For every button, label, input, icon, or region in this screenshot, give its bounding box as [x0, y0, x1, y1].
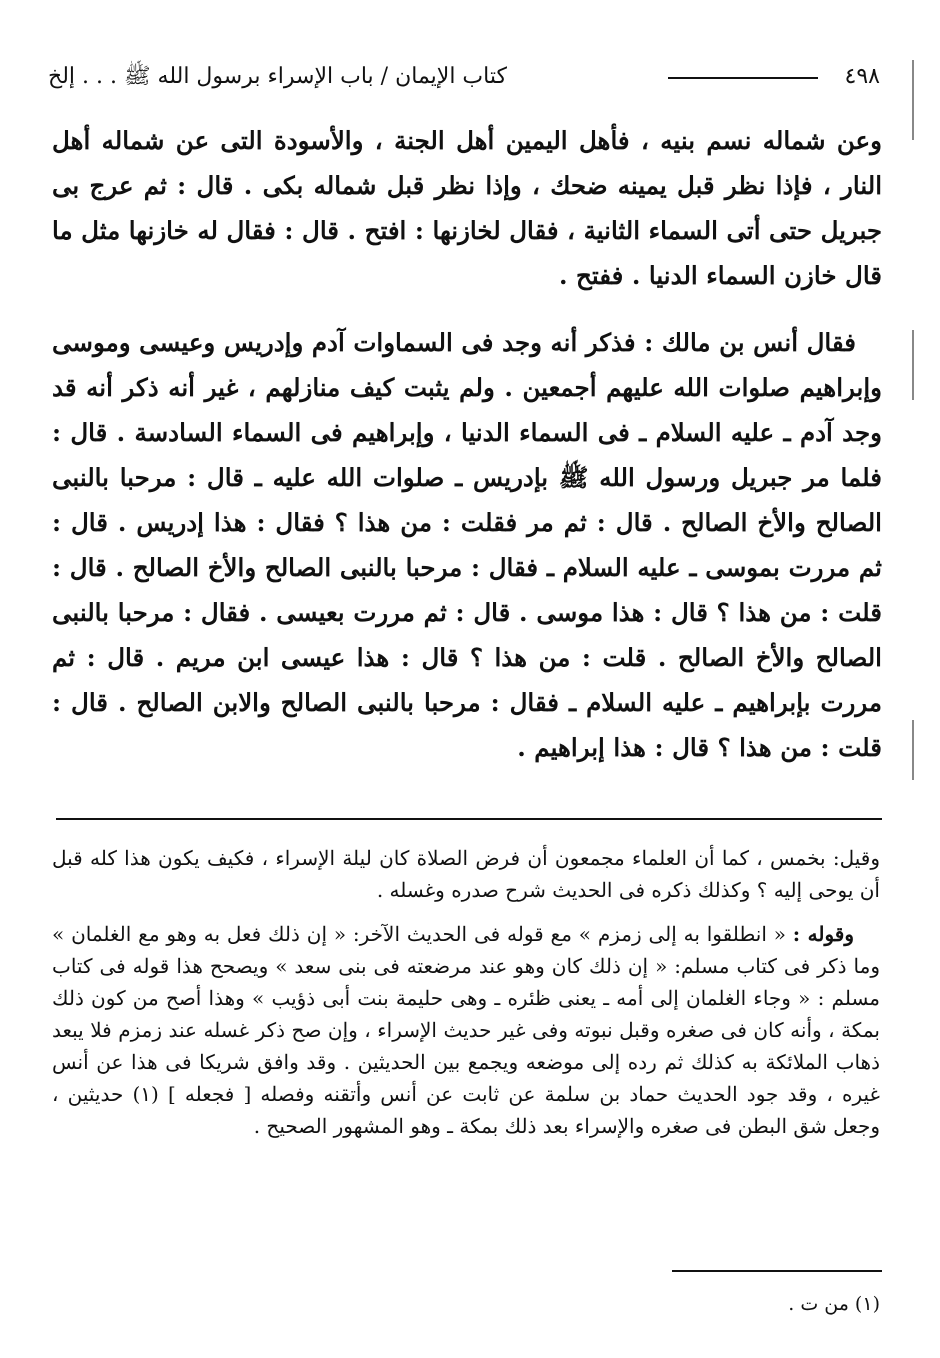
commentary-text: [52, 842, 880, 1142]
header-rule: [668, 77, 818, 79]
gutter-mark: [912, 720, 914, 780]
footnote-rule: [672, 1270, 882, 1272]
commentary-paragraph-1: وقيل: بخمس ، كما أن العلماء مجمعون أن فرض الصلاة كان ليلة الإسراء ، فكيف يكون هذا كله قبل أن يوحى إليه ؟ وكذلك ذكره فى الحديث شرح صدره وغسله .: [52, 846, 880, 902]
commentary-body: « انطلقوا به إلى زمزم » مع قوله فى الحديث الآخر: « إن ذلك فعل به وهو مع الغلمان » وما ذكر فى كتاب مسلم: « إن ذلك كان وهو عند مرضعته فى بنى سعد » ويصحح هذا قوله فى كتاب مسلم : « وجاء الغلمان إلى أمه ـ يعنى ظئره ـ وهى حليمة بنت أبى ذؤيب » وهذا أصح من كون ذلك بمكة ، وأنه كان فى صغره وقبل نبوته وفى غير حديث الإسراء ، وإن صح ذكر غسله عند زمزم فلا يبعد ذهاب الملائكة به كذلك ثم رده إلى موضعه ويجمع بين الحديثين . وقد وافق شريكا فى هذا عن أنس غيره ، وقد جود الحديث حماد بن سلمة عن ثابت عن أنس وأتقنه وفصله [ فجعله ] (١) حديثين ، وجعل شق البطن فى صغره والإسراء بعد ذلك بمكة ـ وهو المشهور الصحيح .: [52, 922, 880, 1138]
page-number: ٤٩٨: [844, 64, 880, 89]
gutter-mark: [912, 60, 914, 140]
hadith-paragraph-2: فقال أنس بن مالك : فذكر أنه وجد فى السماوات آدم وإدريس وعيسى وموسى وإبراهيم صلوات الله عليهم أجمعين . ولم يثبت كيف منازلهم ، غير أنه ذكر أنه قد وجد آدم ـ عليه السلام ـ فى السماء الدنيا ، وإبراهيم فى السماء السادسة . قال : فلما مر جبريل ورسول الله ﷺ بإدريس ـ صلوات الله عليه ـ قال : مرحبا بالنبى الصالح والأخ الصالح . قال : ثم مر فقلت : من هذا ؟ فقال : هذا إدريس . قال : ثم مررت بموسى ـ عليه السلام ـ فقال : مرحبا بالنبى الصالح والأخ الصالح . قال : قلت : من هذا ؟ قال : هذا موسى . قال : ثم مررت بعيسى . فقال : مرحبا بالنبى الصالح والأخ الصالح . قلت : من هذا ؟ قال : هذا عيسى ابن مريم . قال : ثم مررت بإبراهيم ـ عليه السلام ـ فقال : مرحبا بالنبى الصالح والابن الصالح . قال : قلت : من هذا ؟ قال : هذا إبراهيم .: [52, 328, 882, 762]
gutter-mark: [912, 330, 914, 400]
commentary-lead: وقوله :: [792, 922, 854, 946]
page-header: [48, 62, 880, 96]
hadith-paragraph-1: وعن شماله نسم بنيه ، فأهل اليمين أهل الجنة ، والأسودة التى عن شماله أهل النار ، فإذا نظر قبل يمينه ضحك ، وإذا نظر قبل شماله بكى . قال : ثم عرج بى جبريل حتى أتى السماء الثانية ، فقال لخازنها : افتح . قال : فقال له خازنها مثل ما قال خازن السماء الدنيا . ففتح .: [52, 126, 882, 290]
footnote: (١) من ت .: [788, 1293, 880, 1315]
commentary-paragraph-2: [52, 918, 880, 1142]
running-title: كتاب الإيمان / باب الإسراء برسول الله ﷺ . . . إلخ: [48, 64, 507, 89]
hadith-text: [52, 118, 882, 770]
commentary-separator: [56, 818, 882, 820]
